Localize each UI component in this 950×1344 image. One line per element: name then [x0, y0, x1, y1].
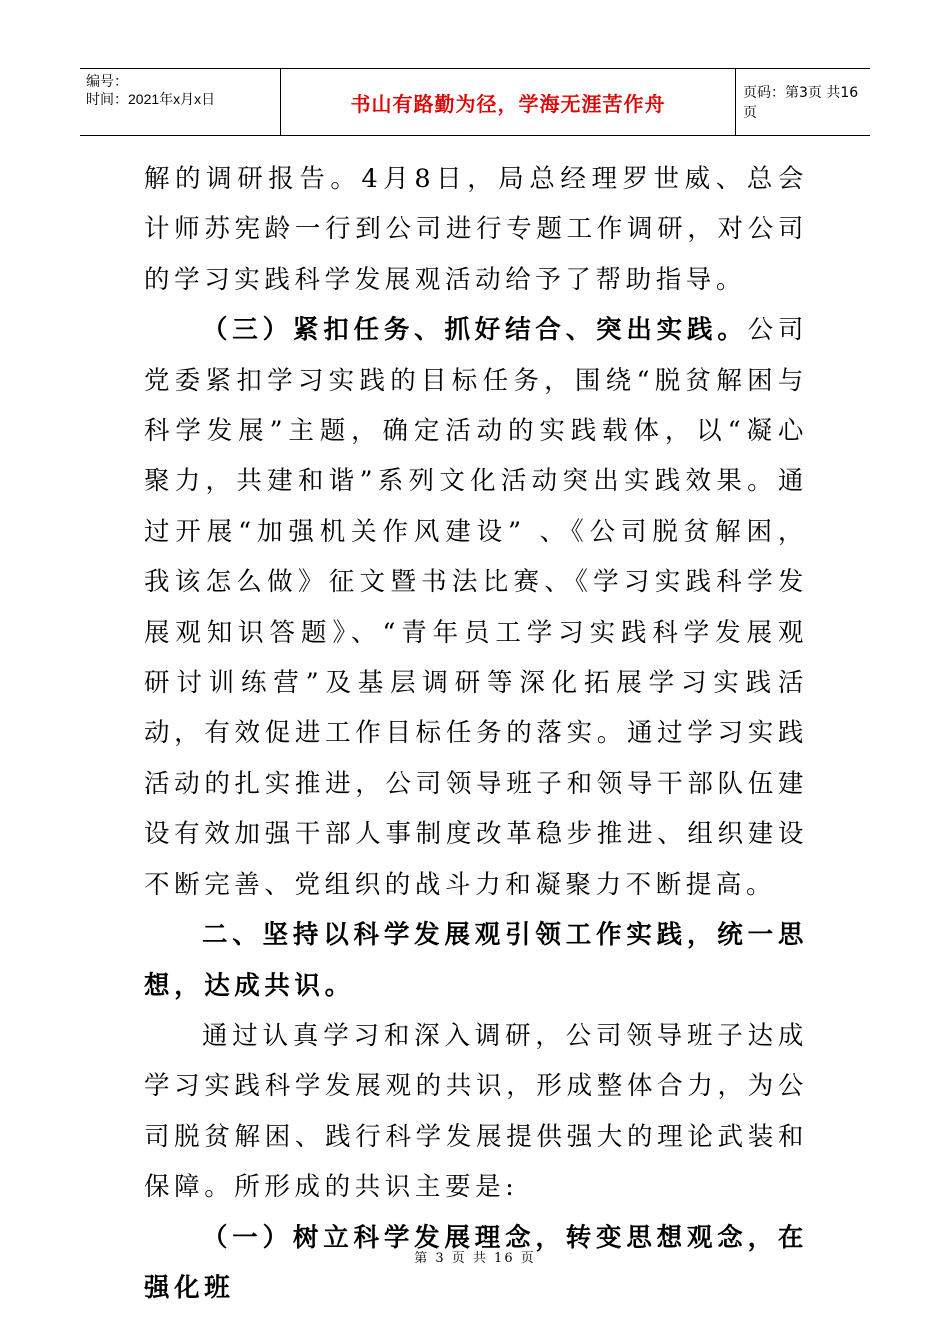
paragraph-text: 公司党委紧扣学习实践的目标任务，围绕“脱贫解困与科学发展”主题，确定活动的实践载体，以“凝心聚力，共建和谐”系列文化活动突出实践效果。通过开展“加强机关作风建设” 、《公司脱贫解困，我该怎么做》征文暨书法比赛、《学习实践科学发展观知识答题》、“青年员工学习实践科学发展观研讨训练营”及基层调研等深化拓展学习实践活动，有效促进工作目标任务的落实。通过学习实践活动的扎实推进，公司领导班子和领导干部队伍建设有效加强干部人事制度改革稳步推进、组织建设不断完善、党组织的战斗力和凝聚力不断提高。 — [144, 315, 808, 900]
document-body — [144, 154, 808, 1313]
subsection-heading: （三）紧扣任务、抓好结合、突出实践。 — [202, 315, 748, 346]
document-time-label: 时间：2021年x月x日 — [86, 91, 216, 107]
document-number-label: 编号： — [86, 73, 128, 89]
header-meta — [80, 69, 286, 135]
body-paragraph: 通过认真学习和深入调研，公司领导班子达成学习实践科学发展观的共识，形成整体合力，为公司脱贫解困、践行科学发展提供强大的理论武装和保障。所形成的共识主要是: — [144, 1020, 808, 1203]
section-title: 二、坚持以科学发展观引领工作实践，统一思想，达成共识。 — [144, 920, 808, 1001]
page-header — [80, 68, 870, 136]
header-page-info: 页码：第3页 共16页 — [743, 85, 859, 121]
body-paragraph: 解的调研报告。4月8日，局总经理罗世威、总会计师苏宪龄一行到公司进行专题工作调研，对公司的学习实践科学发展观活动给予了帮助指导。 — [144, 164, 808, 295]
header-motto: 书山有路勤为径，学海无涯苦作舟 — [280, 69, 736, 135]
page-footer: 第 3 页 共 16 页 — [414, 1251, 536, 1266]
subsection-heading: （一）树立科学发展理念，转变思想观念，在强化班 — [144, 1222, 808, 1303]
body-paragraph — [144, 305, 808, 910]
